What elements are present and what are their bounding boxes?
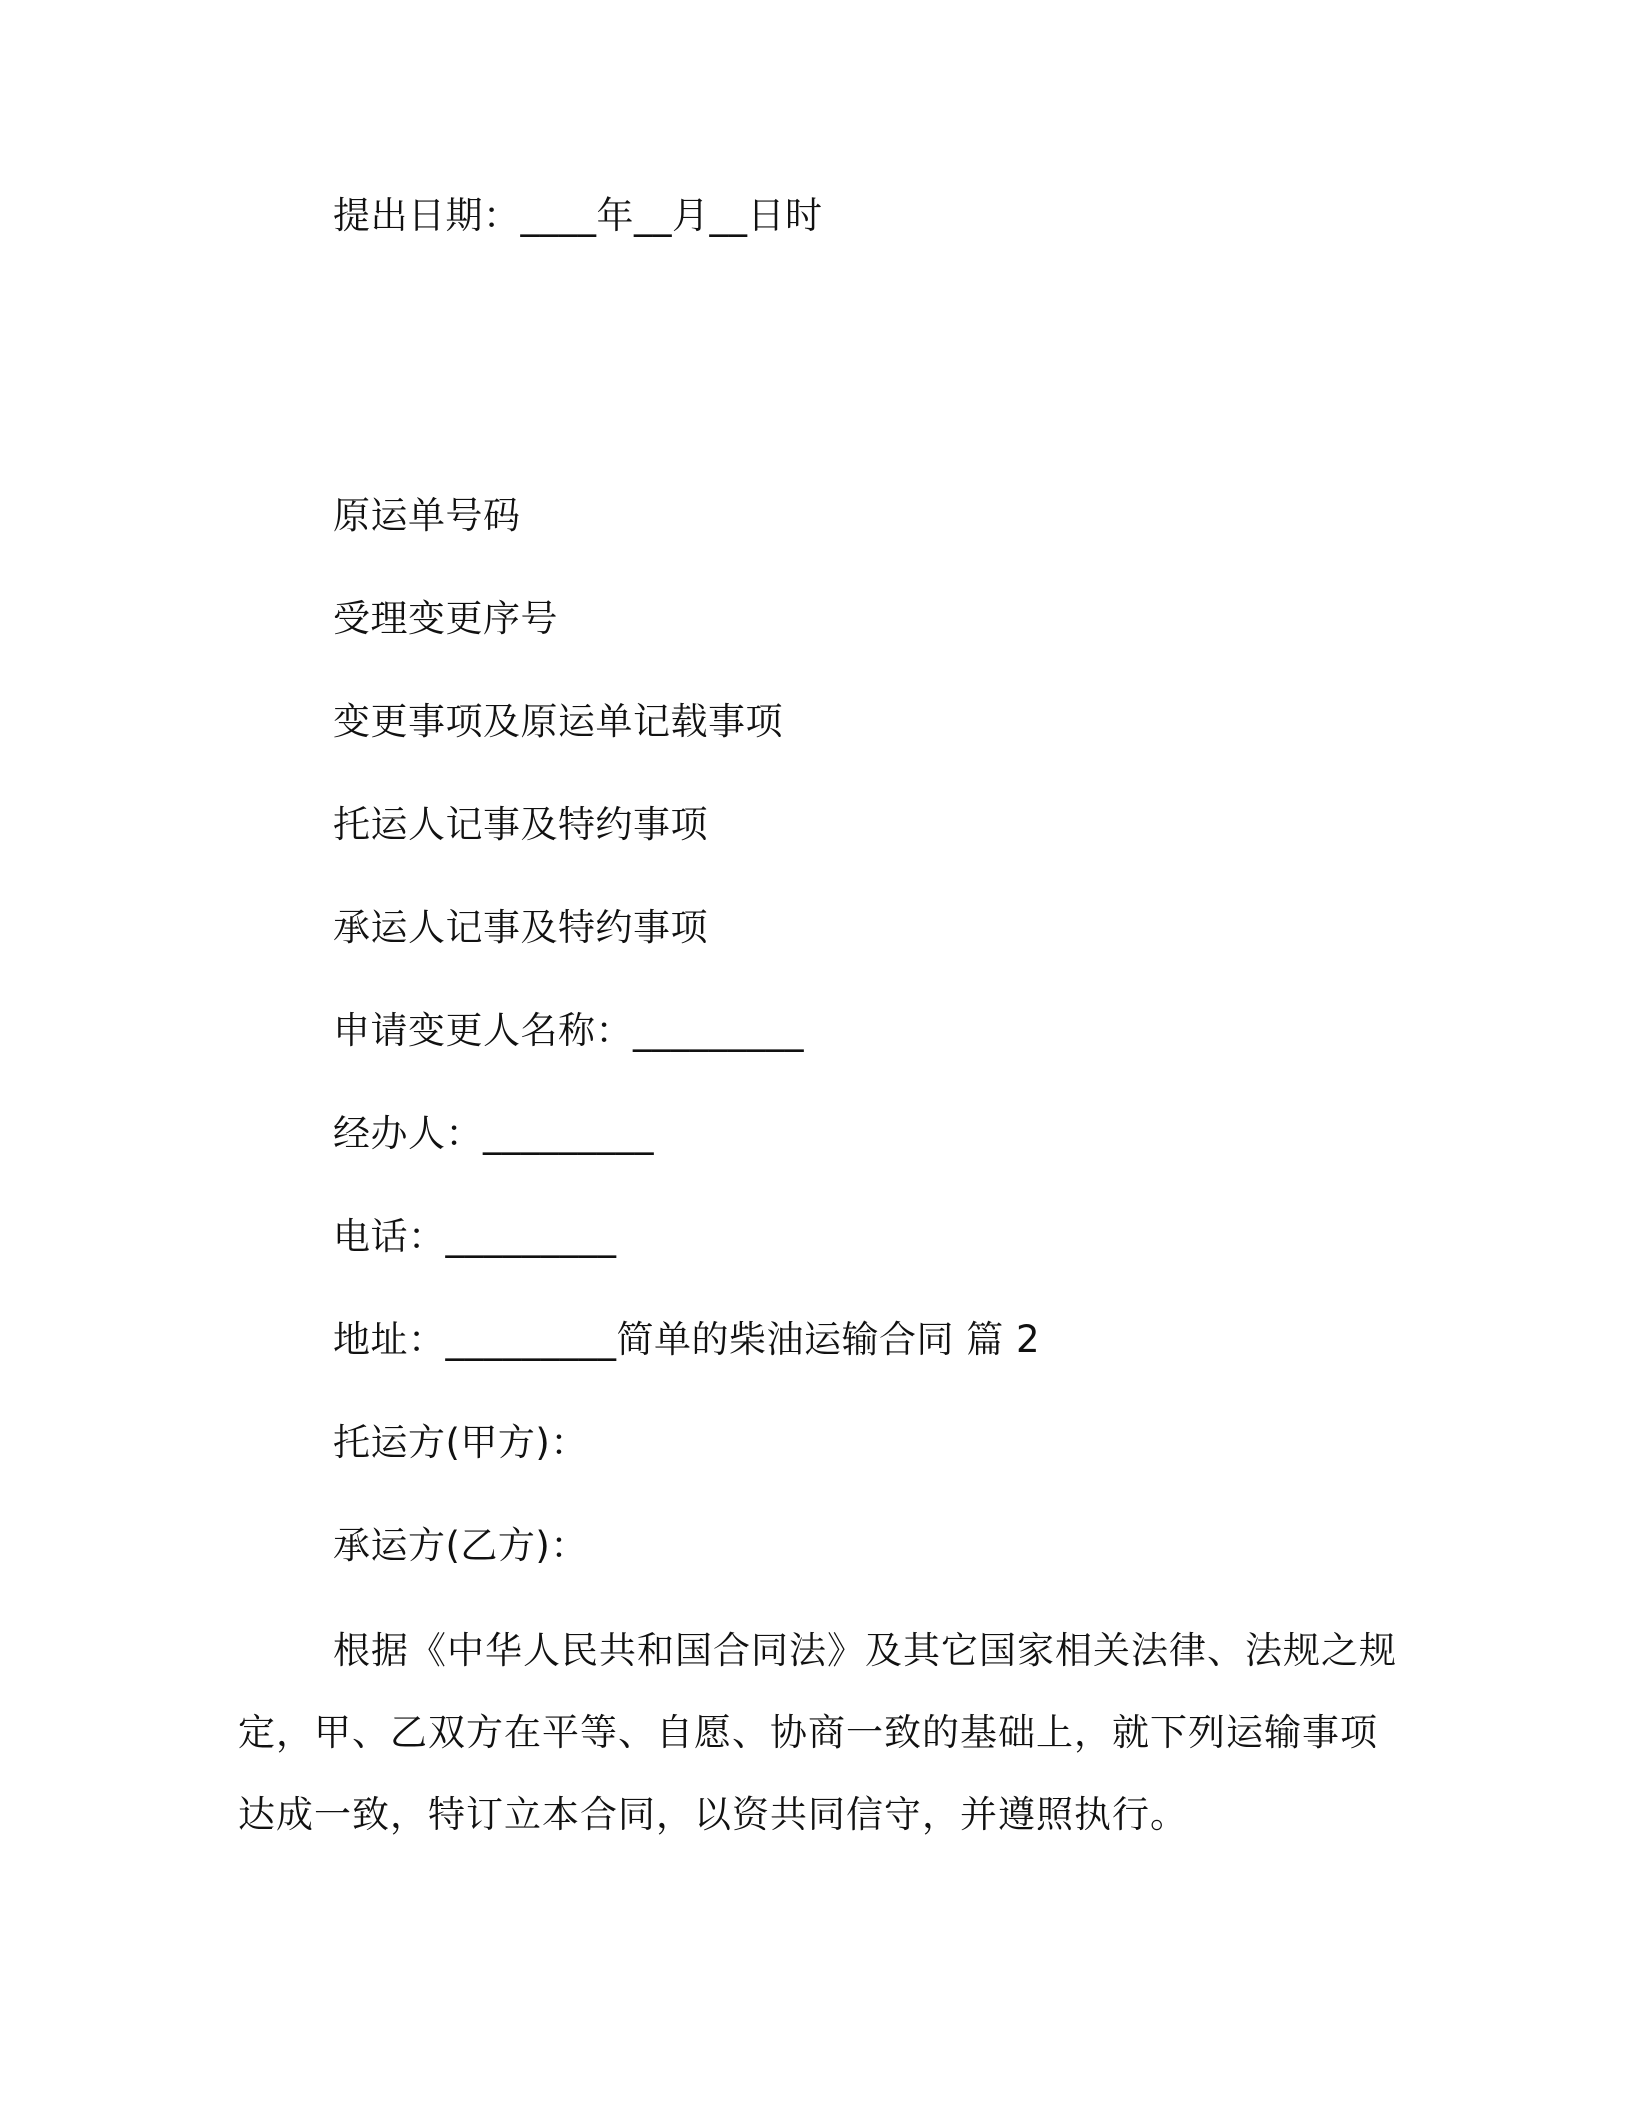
party-a-label: 托运方(甲方)： xyxy=(333,1421,588,1464)
change-serial-number-label: 受理变更序号 xyxy=(333,597,558,640)
address-field-and-section-title: 地址：_________简单的柴油运输合同 篇 2 xyxy=(333,1318,1041,1361)
handler-field: 经办人：_________ xyxy=(333,1112,654,1155)
applicant-name-field: 申请变更人名称：_________ xyxy=(333,1009,804,1052)
original-waybill-number-label: 原运单号码 xyxy=(333,494,521,537)
phone-field: 电话：_________ xyxy=(333,1215,617,1258)
carrier-notes-label: 承运人记事及特约事项 xyxy=(333,906,708,949)
submission-date-line: 提出日期：____年__月__日时 xyxy=(333,194,823,237)
party-b-label: 承运方(乙方)： xyxy=(333,1524,588,1567)
shipper-notes-label: 托运人记事及特约事项 xyxy=(333,803,708,846)
contract-preamble-paragraph: 根据《中华人民共和国合同法》及其它国家相关法律、法规之规定，甲、乙双方在平等、自愿、协商一致的基础上，就下列运输事项达成一致，特订立本合同，以资共同信守，并遵照执行。 xyxy=(238,1629,1397,1836)
change-items-label: 变更事项及原运单记载事项 xyxy=(333,700,783,743)
